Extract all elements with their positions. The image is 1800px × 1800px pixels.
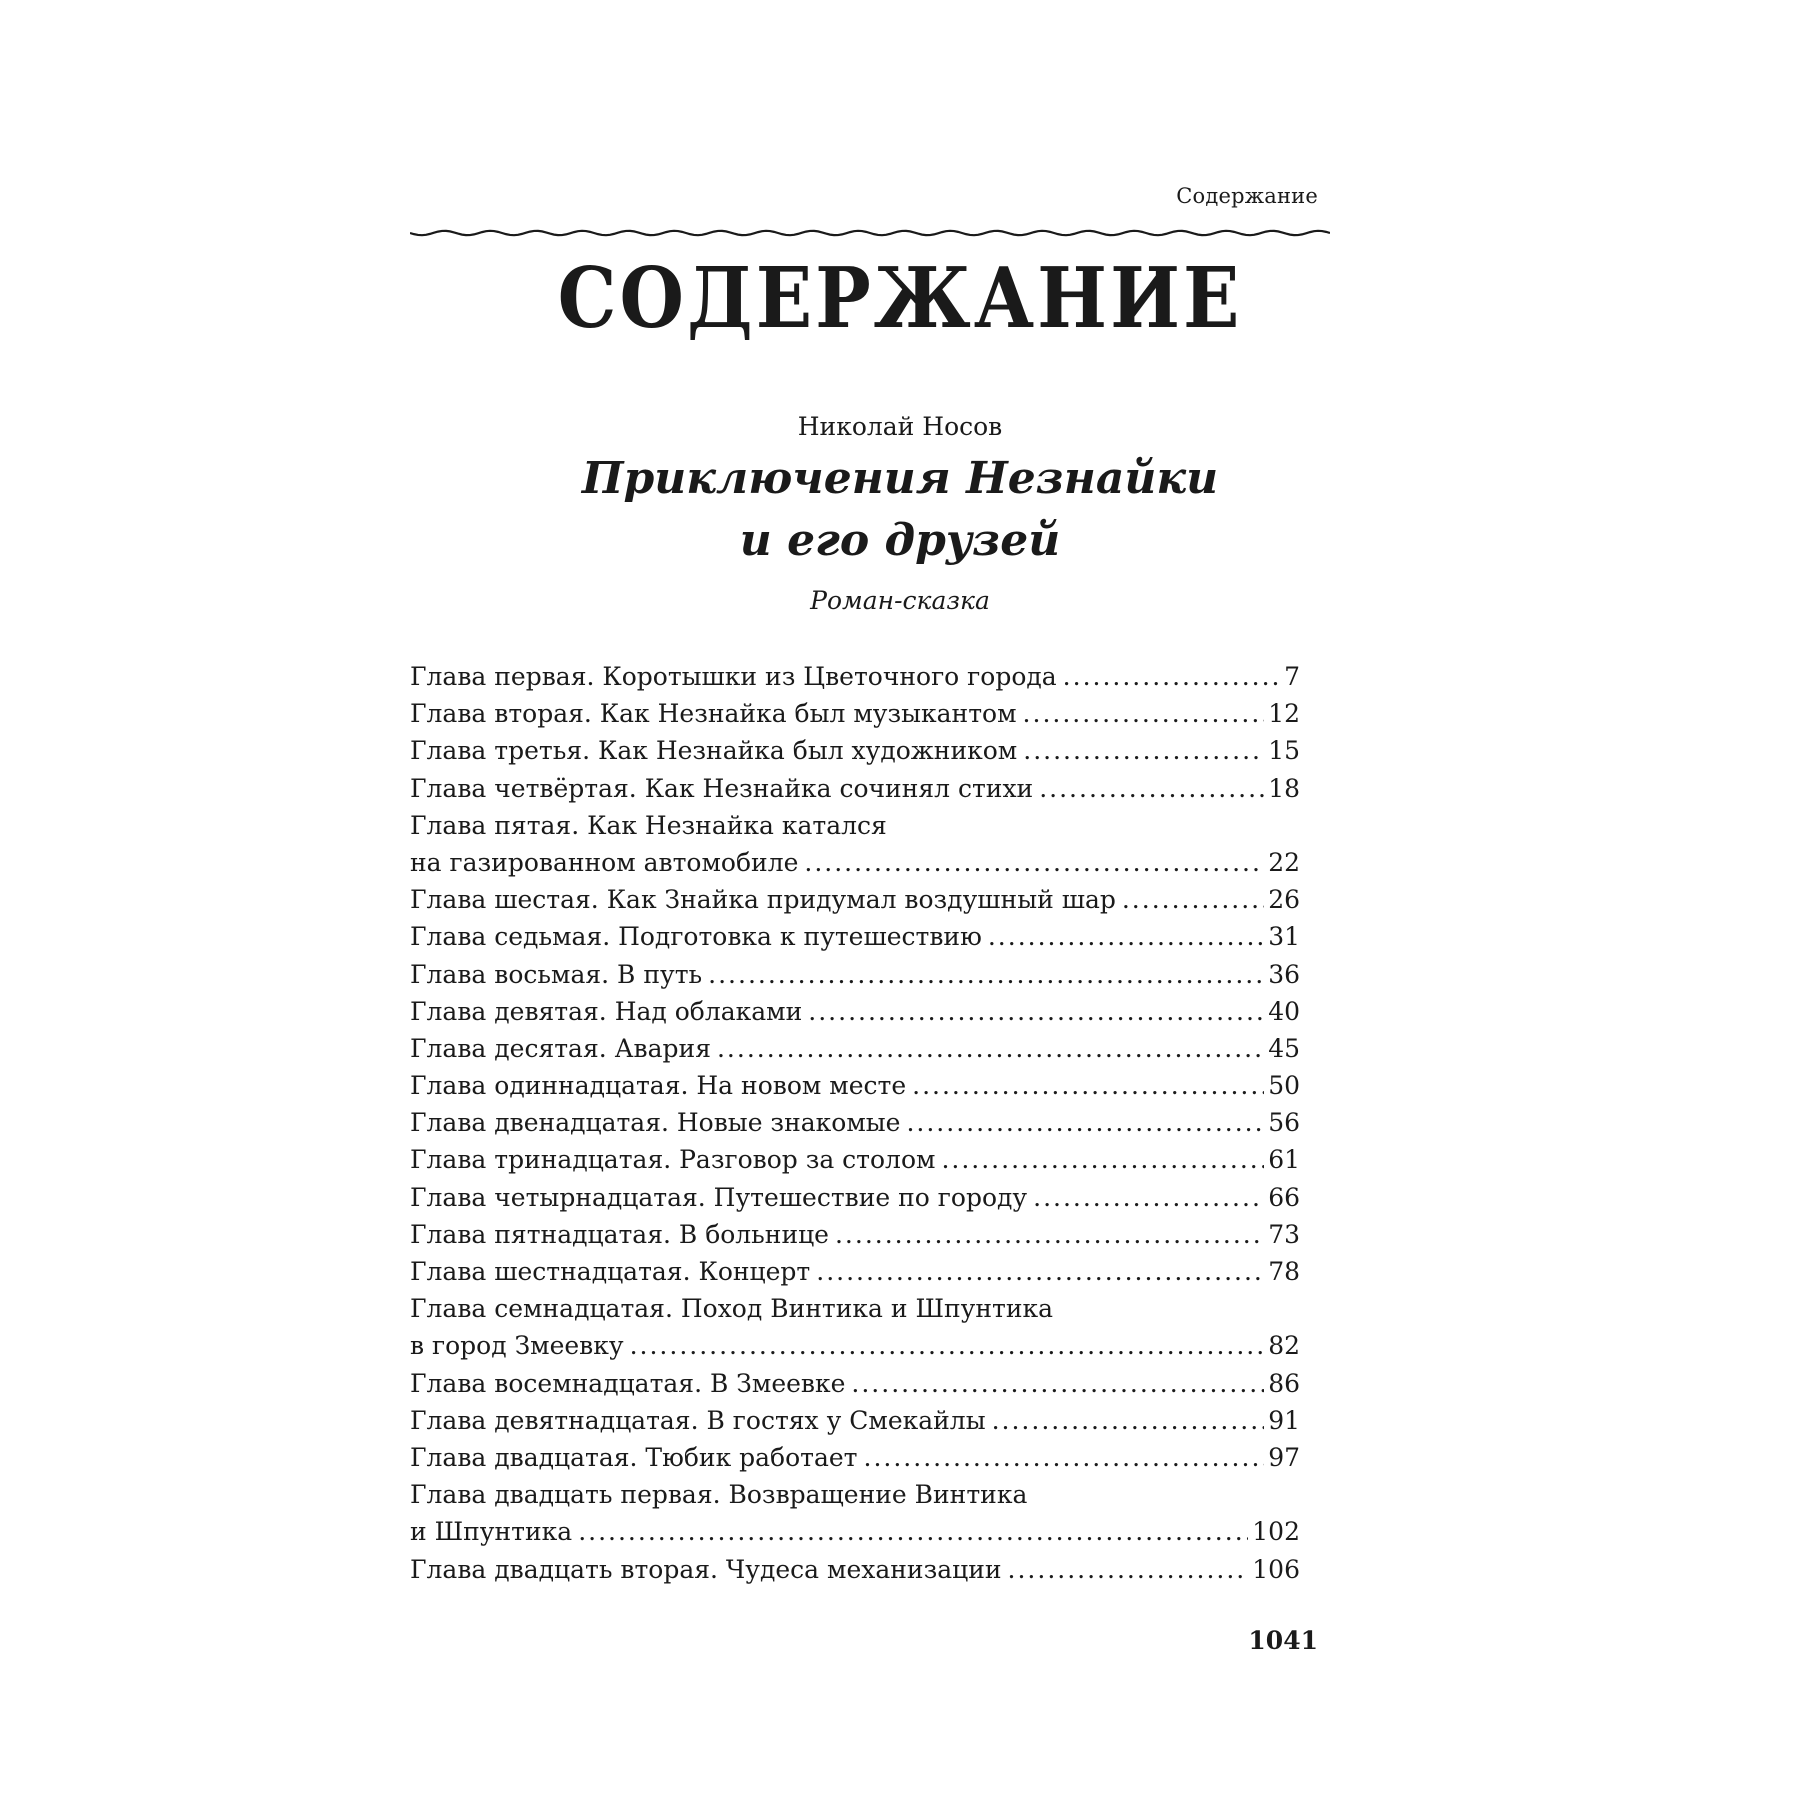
toc-page-number: 66 — [1268, 1182, 1300, 1212]
toc-entry-title: Глава седьмая. Подготовка к путешествию — [410, 922, 982, 952]
toc-dot-leader — [708, 956, 1264, 993]
toc-entry-line — [410, 1290, 1300, 1327]
toc-page-number: 91 — [1268, 1405, 1300, 1435]
toc-entry-title: Глава тринадцатая. Разговор за столом — [410, 1145, 936, 1175]
toc-entry — [410, 1216, 1300, 1253]
toc-dot-leader — [912, 1067, 1264, 1104]
toc-page-number: 40 — [1268, 996, 1300, 1026]
toc-entry — [410, 1030, 1300, 1067]
toc-page-number: 15 — [1268, 736, 1300, 766]
toc-entry-line — [410, 1513, 1300, 1550]
toc-page-number: 97 — [1268, 1442, 1300, 1472]
toc-entry-line — [410, 695, 1300, 732]
toc-entry-title: Глава первая. Коротышки из Цветочного города — [410, 662, 1057, 691]
toc-entry-title: и Шпунтика — [410, 1517, 573, 1547]
book-title-line-2: и его друзей — [739, 515, 1061, 566]
toc-entry — [410, 1290, 1300, 1364]
toc-entry — [410, 658, 1300, 695]
toc-entry — [410, 807, 1300, 881]
toc-entry-title: Глава четвёртая. Как Незнайка сочинял стихи — [410, 773, 1034, 803]
toc-dot-leader — [816, 1253, 1264, 1290]
toc-entry-line — [410, 658, 1300, 695]
toc-entry-title: Глава десятая. Авария — [410, 1033, 711, 1063]
toc-entry — [410, 1476, 1300, 1550]
toc-entry-title: Глава девятая. Над облаками — [410, 996, 803, 1026]
toc-entry — [410, 993, 1300, 1030]
toc-dot-leader — [835, 1216, 1264, 1253]
toc-entry-title: Глава вторая. Как Незнайка был музыкантом — [410, 699, 1017, 729]
toc-entry-line — [410, 1439, 1300, 1476]
toc-dot-leader — [992, 1402, 1265, 1439]
toc-entry — [410, 1365, 1300, 1402]
toc-page-number: 56 — [1268, 1108, 1300, 1138]
toc-entry — [410, 1253, 1300, 1290]
toc-entry-title: на газированном автомобиле — [410, 847, 799, 877]
toc-entry-line — [410, 1365, 1300, 1402]
toc-entry-line — [410, 993, 1300, 1030]
toc-entry — [410, 881, 1300, 918]
toc-entry-line — [410, 1253, 1300, 1290]
toc-entry-title: Глава двадцать вторая. Чудеса механизации — [410, 1554, 1002, 1584]
toc-entry-title: Глава двадцатая. Тюбик работает — [410, 1442, 858, 1472]
toc-dot-leader — [988, 918, 1264, 955]
toc-entry — [410, 1179, 1300, 1216]
toc-entry — [410, 956, 1300, 993]
toc-dot-leader — [804, 844, 1264, 881]
page-number: 1041 — [1248, 1626, 1318, 1655]
toc-entry-title: Глава шестнадцатая. Концерт — [410, 1257, 811, 1286]
toc-entry-title: Глава двенадцатая. Новые знакомые — [410, 1108, 901, 1138]
toc-entry-title: в город Змеевку — [410, 1331, 624, 1361]
toc-entry-title: Глава пятнадцатая. В больнице — [410, 1219, 829, 1249]
wavy-rule-divider — [410, 226, 1330, 240]
book-title — [0, 448, 1800, 572]
author-name: Николай Носов — [797, 412, 1003, 441]
toc-dot-leader — [630, 1327, 1265, 1364]
toc-page-number: 86 — [1268, 1368, 1300, 1398]
toc-entry-line — [410, 1327, 1300, 1364]
toc-dot-leader — [1033, 1179, 1264, 1216]
toc-entry — [410, 1551, 1300, 1588]
toc-dot-leader — [717, 1030, 1264, 1067]
toc-entry-title: Глава четырнадцатая. Путешествие по городу — [410, 1182, 1028, 1212]
toc-entry-line — [410, 770, 1300, 807]
toc-page-number: 12 — [1268, 699, 1300, 729]
toc-entry-title: Глава семнадцатая. Поход Винтика и Шпунтика — [410, 1294, 1054, 1324]
toc-entry-line — [410, 1067, 1300, 1104]
toc-dot-leader — [941, 1141, 1264, 1178]
toc-dot-leader — [1023, 695, 1265, 732]
toc-page-number: 61 — [1268, 1145, 1300, 1175]
toc-page-number: 36 — [1268, 959, 1300, 989]
table-of-contents — [410, 658, 1300, 1588]
toc-dot-leader — [1023, 732, 1264, 769]
toc-entry-line — [410, 1104, 1300, 1141]
toc-page-number: 50 — [1268, 1071, 1300, 1101]
toc-page-number: 45 — [1268, 1033, 1300, 1063]
toc-entry-line — [410, 918, 1300, 955]
toc-page-number: 7 — [1284, 662, 1300, 691]
toc-entry-line — [410, 732, 1300, 769]
toc-entry — [410, 695, 1300, 732]
toc-page-number: 106 — [1252, 1554, 1300, 1584]
toc-entry — [410, 1439, 1300, 1476]
toc-page-number: 102 — [1252, 1517, 1300, 1547]
main-title: СОДЕРЖАНИЕ — [557, 250, 1243, 348]
toc-entry-line — [410, 1030, 1300, 1067]
toc-dot-leader — [1008, 1551, 1249, 1588]
toc-dot-leader — [1122, 881, 1264, 918]
running-header: Содержание — [1176, 184, 1318, 208]
toc-entry — [410, 918, 1300, 955]
toc-page-number: 73 — [1268, 1219, 1300, 1249]
toc-page-number: 31 — [1268, 922, 1300, 952]
toc-entry-line — [410, 1551, 1300, 1588]
toc-dot-leader — [906, 1104, 1264, 1141]
toc-dot-leader — [578, 1513, 1248, 1550]
toc-dot-leader — [1039, 770, 1264, 807]
toc-entry — [410, 1104, 1300, 1141]
toc-entry-line — [410, 1402, 1300, 1439]
toc-entry-title: Глава двадцать первая. Возвращение Винтика — [410, 1480, 1028, 1510]
toc-entry-line — [410, 1179, 1300, 1216]
toc-entry-line — [410, 1216, 1300, 1253]
toc-dot-leader — [808, 993, 1264, 1030]
toc-entry-title: Глава восьмая. В путь — [410, 959, 703, 989]
toc-entry — [410, 1067, 1300, 1104]
genre-subtitle: Роман-сказка — [810, 586, 990, 615]
toc-dot-leader — [1063, 658, 1280, 695]
toc-entry-title: Глава одиннадцатая. На новом месте — [410, 1071, 907, 1101]
toc-entry — [410, 732, 1300, 769]
toc-entry-title: Глава восемнадцатая. В Змеевке — [410, 1368, 846, 1398]
toc-entry-line — [410, 881, 1300, 918]
toc-entry-line — [410, 807, 1300, 844]
toc-page-number: 18 — [1268, 773, 1300, 803]
toc-entry — [410, 1141, 1300, 1178]
toc-entry-line — [410, 1141, 1300, 1178]
toc-entry-title: Глава третья. Как Незнайка был художником — [410, 736, 1018, 766]
toc-page-number: 82 — [1268, 1331, 1300, 1361]
toc-entry-title: Глава девятнадцатая. В гостях у Смекайлы — [410, 1405, 986, 1435]
toc-dot-leader — [851, 1365, 1264, 1402]
toc-entry — [410, 770, 1300, 807]
toc-dot-leader — [864, 1439, 1265, 1476]
toc-entry-title: Глава шестая. Как Знайка придумал воздушный шар — [410, 885, 1116, 915]
book-title-line-1: Приключения Незнайки — [581, 453, 1219, 504]
toc-page-number: 26 — [1268, 885, 1300, 915]
toc-page-number: 78 — [1268, 1257, 1300, 1286]
toc-entry-line — [410, 956, 1300, 993]
toc-entry-title: Глава пятая. Как Незнайка катался — [410, 810, 887, 840]
toc-page-number: 22 — [1268, 847, 1300, 877]
toc-entry-line — [410, 844, 1300, 881]
toc-entry-line — [410, 1476, 1300, 1513]
toc-entry — [410, 1402, 1300, 1439]
